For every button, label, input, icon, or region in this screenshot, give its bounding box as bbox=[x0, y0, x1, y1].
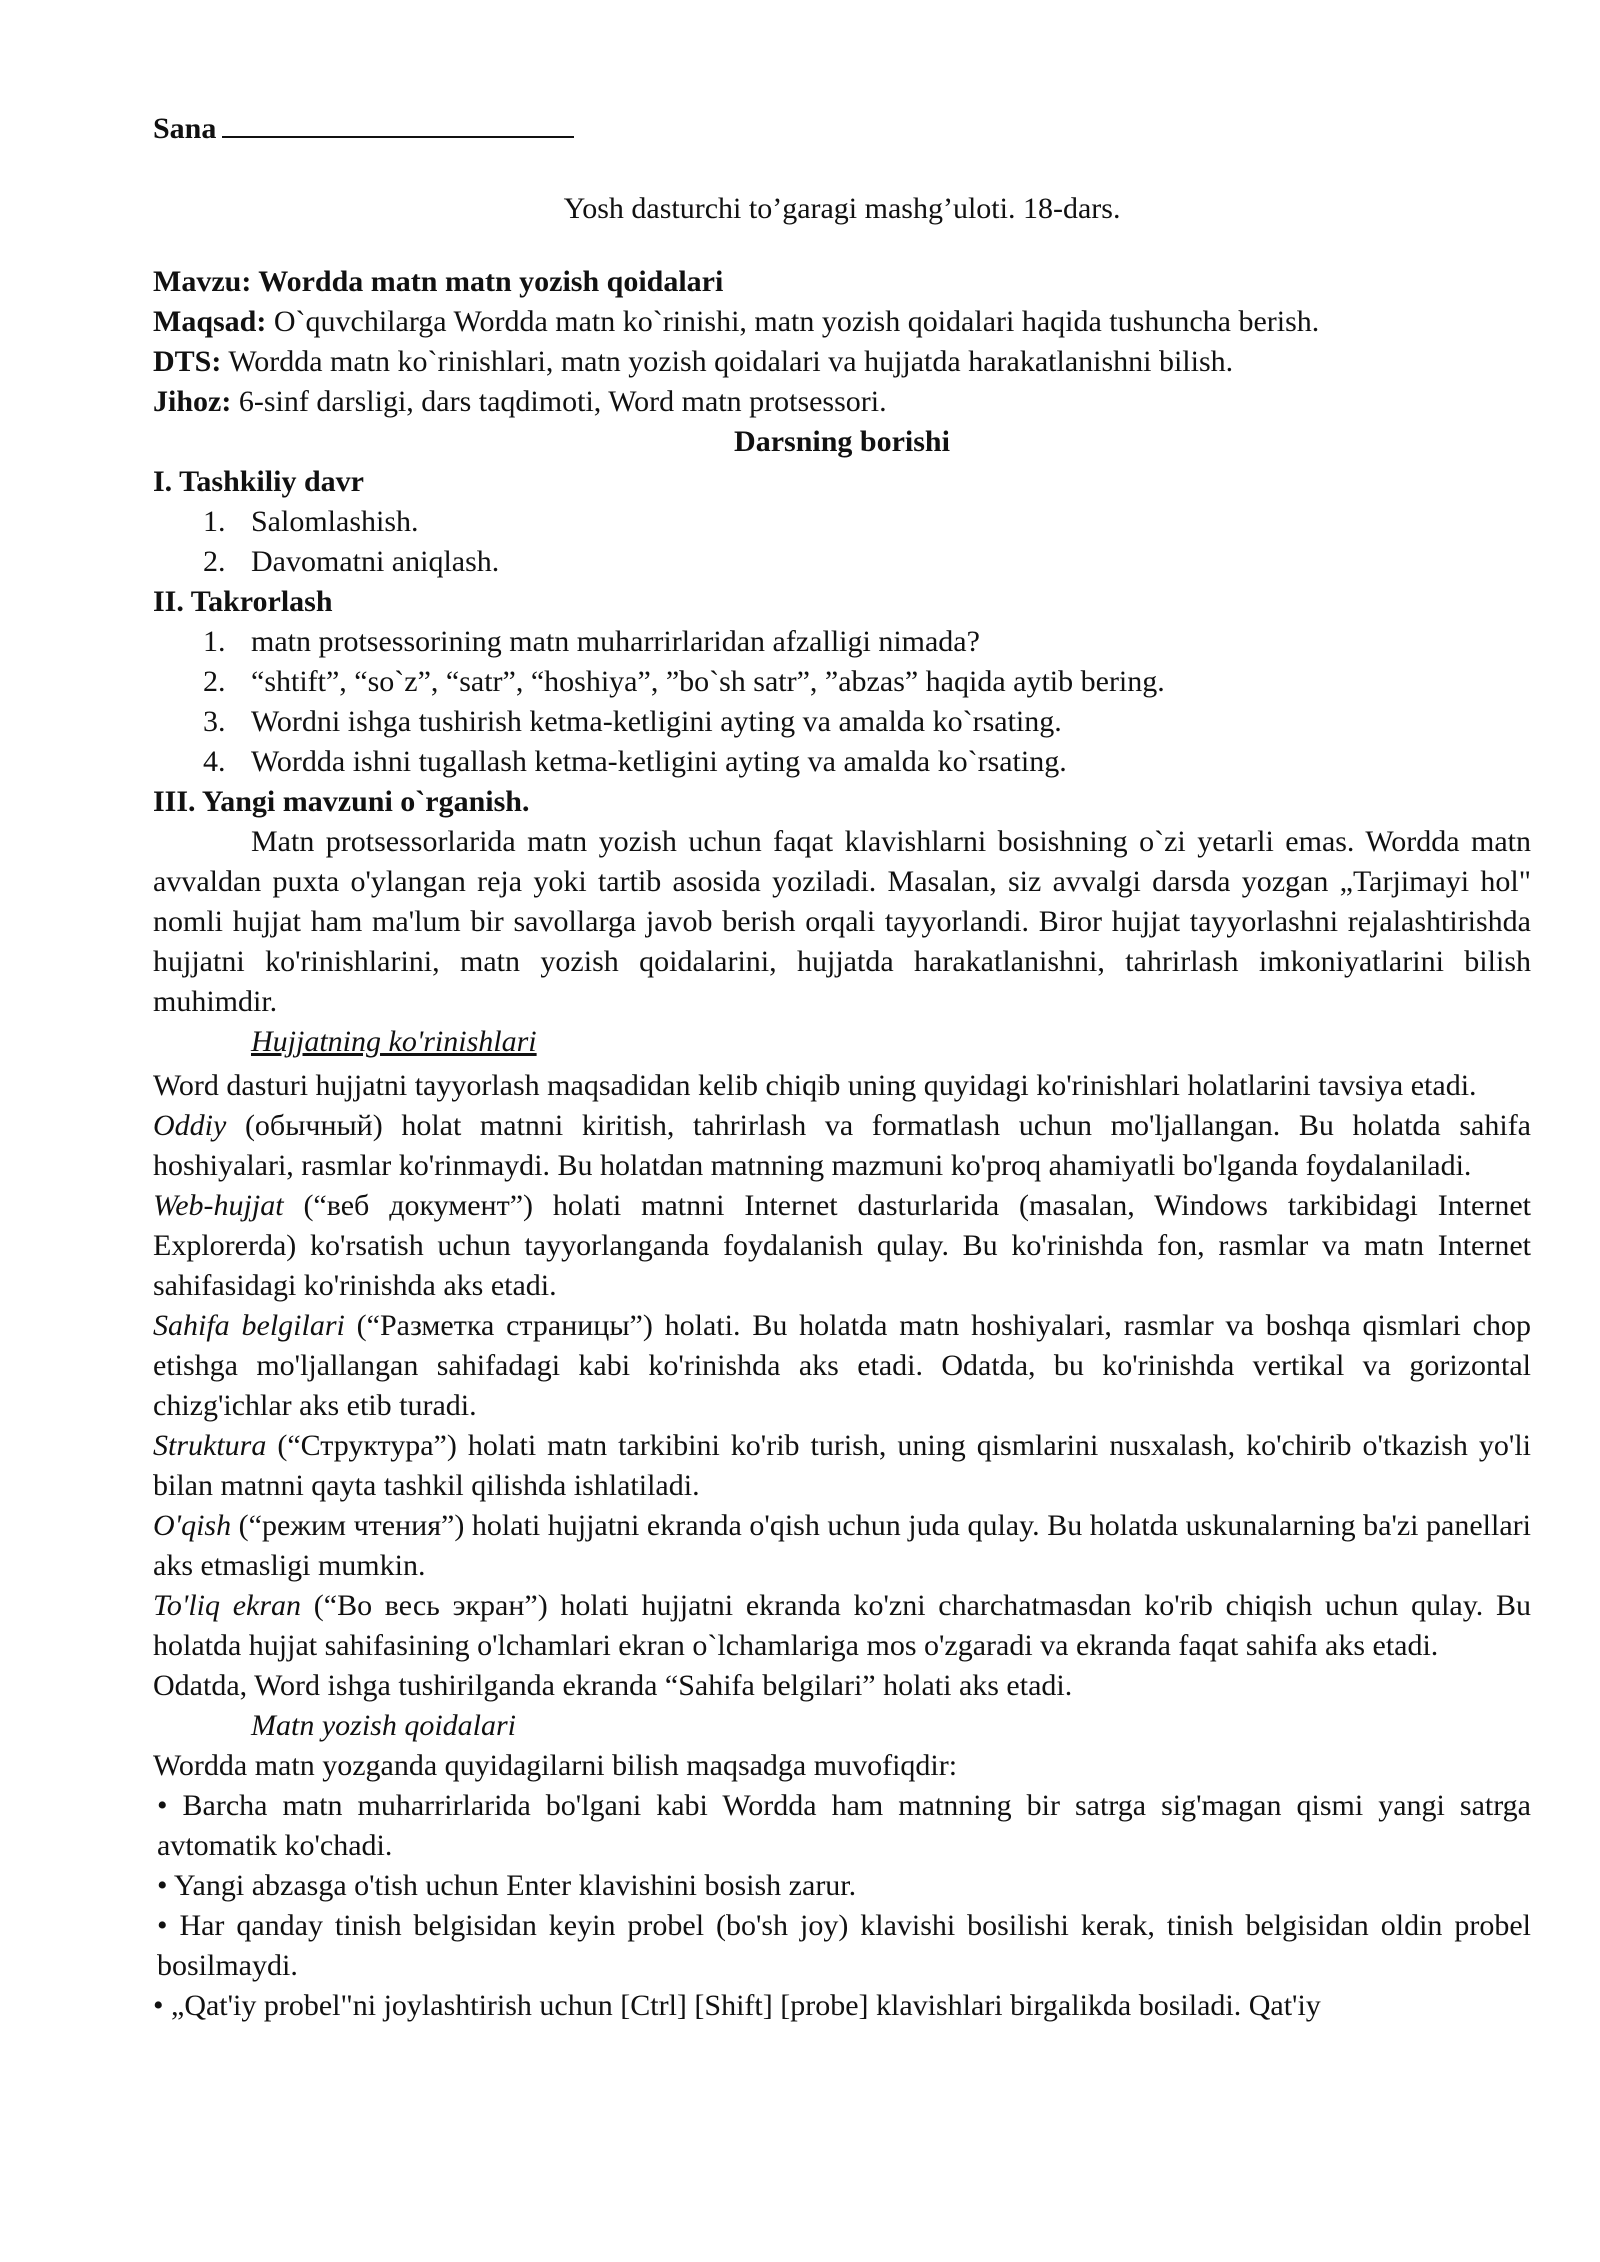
rule-item: • „Qat'iy probel"ni joylashtirish uchun [Ctrl] [Shift] [probe] klavishlari birgalikda bosiladi. Qat'iy bbox=[153, 1989, 1321, 2022]
view-term: Sahifa belgilari bbox=[153, 1309, 345, 1342]
rules-intro: Wordda matn yozganda quyidagilarni bilish maqsadga muvofiqdir: bbox=[153, 1749, 958, 1782]
rule-item: • Har qanday tinish belgisidan keyin probel (bo'sh joy) klavishi bosilishi kerak, tinish belgisidan oldin probel bosilmaydi. bbox=[157, 1909, 1531, 1982]
view-text: (“Структура”) holati matn tarkibini ko'rib turish, uning qismlarini nusxalash, ko'chirib o'tkazish yo'li bilan matnni qayta tashkil qilishda ishlatiladi. bbox=[153, 1429, 1531, 1502]
rules-subheading: Matn yozish qoidalari bbox=[251, 1709, 517, 1742]
list-number: 3. bbox=[203, 705, 226, 738]
date-label: Sana bbox=[153, 112, 217, 145]
equipment-label: Jihoz: bbox=[153, 385, 232, 418]
view-struktura bbox=[153, 1426, 1531, 1506]
document-page bbox=[153, 108, 1531, 2026]
view-web bbox=[153, 1186, 1531, 1306]
section-1-list bbox=[153, 502, 1531, 582]
equipment-line bbox=[153, 382, 1531, 422]
lesson-subtitle: Yosh dasturchi to’garagi mashg’uloti. 18-dars. bbox=[563, 192, 1121, 225]
topic-text: Wordda matn matn yozish qoidalari bbox=[251, 265, 724, 298]
topic-label: Mavzu: bbox=[153, 265, 252, 298]
rule-item: • Yangi abzasga o'tish uchun Enter klavishini bosish zarur. bbox=[157, 1869, 857, 1902]
view-text: (обычный) holat matnni kiritish, tahrirlash va formatlash uchun mo'ljallangan. Bu holatda sahifa hoshiyalari, rasmlar ko'rinmaydi. Bu holatdan matnning mazmuni ko'proq ahamiyatli bo'lganda foydalaniladi. bbox=[153, 1109, 1531, 1182]
list-item bbox=[153, 662, 1531, 702]
views-subheading: Hujjatning ko'rinishlari bbox=[251, 1025, 537, 1058]
goal-label: Maqsad: bbox=[153, 305, 267, 338]
lesson-flow-heading: Darsning borishi bbox=[734, 425, 950, 458]
list-item bbox=[153, 502, 1531, 542]
view-toliq bbox=[153, 1586, 1531, 1666]
list-item bbox=[153, 622, 1531, 662]
dts-text: Wordda matn ko`rinishlari, matn yozish qoidalari va hujjatda harakatlanishni bilish. bbox=[221, 345, 1234, 378]
goal-text: O`quvchilarga Wordda matn ko`rinishi, matn yozish qoidalari haqida tushuncha berish. bbox=[266, 305, 1320, 338]
list-text: Salomlashish. bbox=[251, 505, 419, 538]
section-1-title: I. Tashkiliy davr bbox=[153, 465, 364, 498]
view-oddiy bbox=[153, 1106, 1531, 1186]
list-item bbox=[153, 742, 1531, 782]
list-number: 2. bbox=[203, 545, 226, 578]
view-text: (“веб документ”) holati matnni Internet dasturlarida (masalan, Windows tarkibidagi Internet Explorerda) ko'rsatish uchun tayyorlanganda foydalanish qulay. Bu ko'rinishda fon, rasmlar va matn Internet sahifasidagi ko'rinishda aks etadi. bbox=[153, 1189, 1531, 1302]
list-number: 1. bbox=[203, 505, 226, 538]
list-text: “shtift”, “so`z”, “satr”, “hoshiya”, ”bo`sh satr”, ”abzas” haqida aytib bering. bbox=[251, 665, 1165, 698]
section-2-list bbox=[153, 622, 1531, 782]
list-item bbox=[153, 702, 1531, 742]
views-intro: Word dasturi hujjatni tayyorlash maqsadidan kelib chiqib uning quyidagi ko'rinishlari holatlarini tavsiya etadi. bbox=[153, 1069, 1477, 1102]
list-number: 1. bbox=[203, 625, 226, 658]
list-item bbox=[153, 542, 1531, 582]
view-term: O'qish bbox=[153, 1509, 232, 1542]
view-sahifa bbox=[153, 1306, 1531, 1426]
goal-line bbox=[153, 302, 1531, 342]
equipment-text: 6-sinf darsligi, dars taqdimoti, Word matn protsessori. bbox=[231, 385, 887, 418]
section-3-intro: Matn protsessorlarida matn yozish uchun faqat klavishlarni bosishning o`zi yetarli emas. Wordda matn avvaldan puxta o'ylangan reja yoki tartib asosida yoziladi. Masalan, siz avvalgi darsda yozgan „Tarjimayi hol" nomli hujjat ham ma'lum bir savollarga javob berish orqali tayyorlandi. Biror hujjat tayyorlashni rejalashtirishda hujjatni ko'rinishlarini, matn yozish qoidalarini, hujjatda harakatlanishni, tahrirlash imkoniyatlarini bilish muhimdir. bbox=[153, 825, 1531, 1018]
view-text: (“Во весь экран”) holati hujjatni ekranda ko'zni charchatmasdan ko'rib chiqish uchun qulay. Bu holatda hujjat sahifasining o'lchamlari ekran o`lchamlariga mos o'zgaradi va ekranda faqat sahifa aks etadi. bbox=[153, 1589, 1531, 1662]
date-blank bbox=[222, 108, 574, 138]
view-oqish bbox=[153, 1506, 1531, 1586]
date-line bbox=[153, 108, 1531, 149]
dts-label: DTS: bbox=[153, 345, 222, 378]
rule-item: • Barcha matn muharrirlarida bo'lgani kabi Wordda ham matnning bir satrga sig'magan qismi yangi satrga avtomatik ko'chadi. bbox=[157, 1789, 1531, 1862]
list-number: 2. bbox=[203, 665, 226, 698]
default-view-note: Odatda, Word ishga tushirilganda ekranda “Sahifa belgilari” holati aks etadi. bbox=[153, 1669, 1073, 1702]
list-text: Wordda ishni tugallash ketma-ketligini ayting va amalda ko`rsating. bbox=[251, 745, 1067, 778]
view-term: To'liq ekran bbox=[153, 1589, 302, 1622]
view-term: Struktura bbox=[153, 1429, 267, 1462]
view-term: Oddiy bbox=[153, 1109, 227, 1142]
section-2-title: II. Takrorlash bbox=[153, 585, 333, 618]
list-number: 4. bbox=[203, 745, 226, 778]
list-text: Wordni ishga tushirish ketma-ketligini ayting va amalda ko`rsating. bbox=[251, 705, 1062, 738]
section-3-title: III. Yangi mavzuni o`rganish. bbox=[153, 785, 530, 818]
view-text: (“режим чтения”) holati hujjatni ekranda o'qish uchun juda qulay. Bu holatda uskunalarning ba'zi panellari aks etmasligi mumkin. bbox=[153, 1509, 1531, 1582]
list-text: Davomatni aniqlash. bbox=[251, 545, 500, 578]
view-term: Web-hujjat bbox=[153, 1189, 284, 1222]
dts-line bbox=[153, 342, 1531, 382]
list-text: matn protsessorining matn muharrirlaridan afzalligi nimada? bbox=[251, 625, 980, 658]
topic-line bbox=[153, 262, 1531, 302]
view-text: (“Разметка страницы”) holati. Bu holatda matn hoshiyalari, rasmlar va boshqa qismlari chop etishga mo'ljallangan sahifadagi kabi ko'rinishda aks etadi. Odatda, bu ko'rinishda vertikal va gorizontal chizg'ichlar aks etib turadi. bbox=[153, 1309, 1531, 1422]
